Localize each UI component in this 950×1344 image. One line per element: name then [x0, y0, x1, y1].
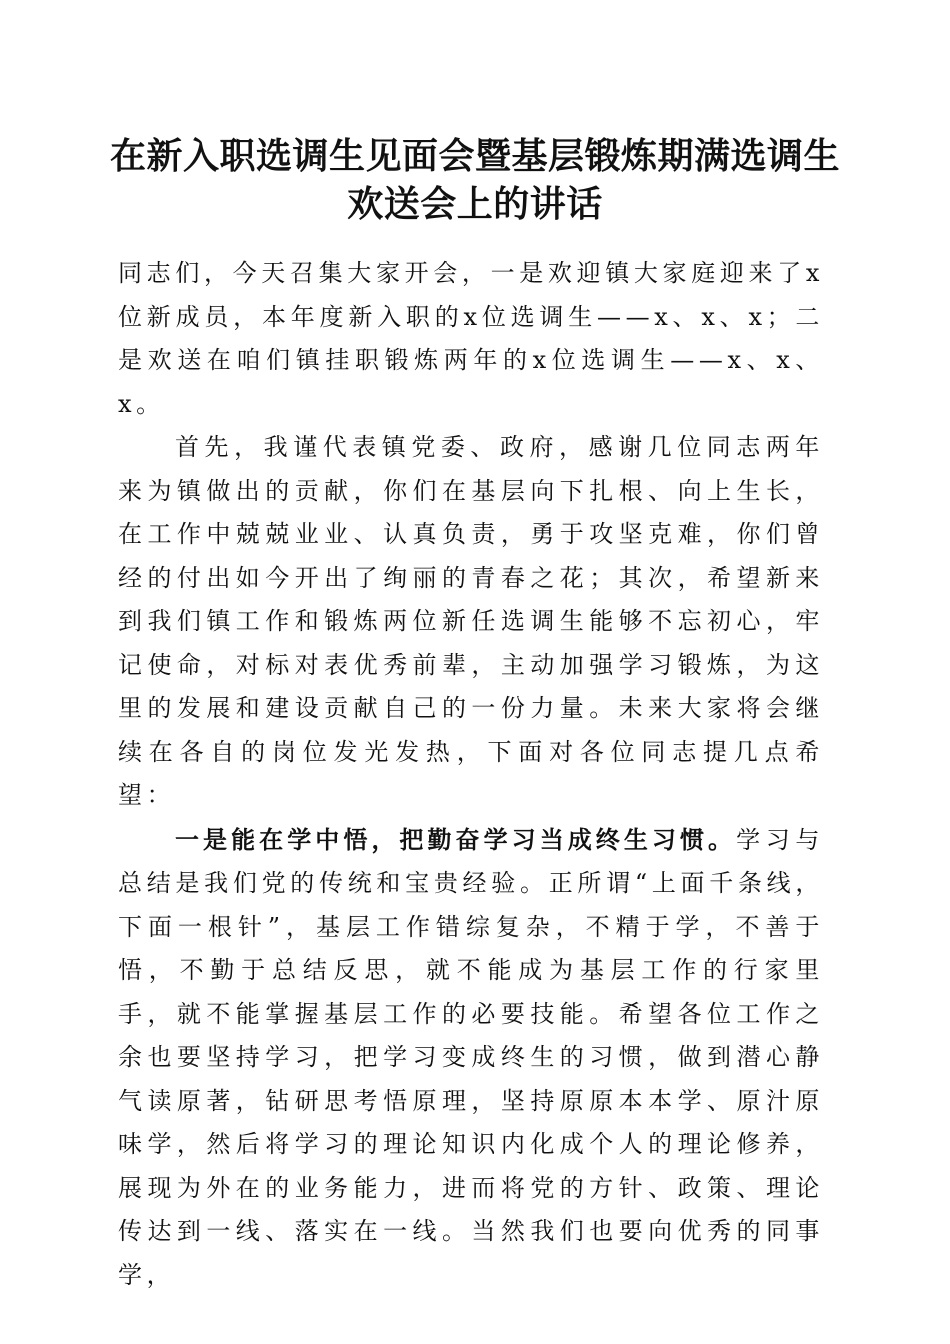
paragraph-text: 首先，我谨代表镇党委、政府，感谢几位同志两年来为镇做出的贡献，你们在基层向下扎根、向上生长，在工作中兢兢业业、认真负责，勇于攻坚克难，你们曾经的付出如今开出了绚丽的青春之花；其次，希望新来到我们镇工作和锻炼两位新任选调生能够不忘初心，牢记使命，对标对表优秀前辈，主动加强学习锻炼，为这里的发展和建设贡献自己的一份力量。未来大家将会继续在各自的岗位发光发热，下面对各位同志提几点希望：	[118, 433, 824, 809]
paragraph-text: 学习与总结是我们党的传统和宝贵经验。正所谓“上面千条线，下面一根针”，基层工作错综复杂，不精于学，不善于悟，不勤于总结反思，就不能成为基层工作的行家里手，就不能掌握基层工作的必要技能。希望各位工作之余也要坚持学习，把学习变成终生的习惯，做到潜心静气读原著，钻研思考悟原理，坚持原原本本学、原汁原味学，然后将学习的理论知识内化成个人的理论修养，展现为外在的业务能力，进而将党的方针、政策、理论传达到一线、落实在一线。当然我们也要向优秀的同事学，	[118, 825, 824, 1289]
paragraph-greeting	[118, 252, 824, 426]
paragraph-lead-heading: 一是能在学中悟，把勤奋学习当成终生习惯。	[175, 824, 737, 854]
title-line-1: 在新入职选调生见面会暨基层锻炼期满选调生	[109, 135, 840, 177]
paragraph-point-one	[118, 818, 824, 1298]
paragraph-thanks	[118, 426, 824, 818]
document-body	[118, 252, 824, 1297]
paragraph-text: 同志们，今天召集大家开会，一是欢迎镇大家庭迎来了x位新成员，本年度新入职的x位选调生——x、x、x；二是欢送在咱们镇挂职锻炼两年的x位选调生——x、x、x。	[118, 259, 824, 418]
title-line-2: 欢送会上的讲话	[347, 183, 603, 225]
document-title	[100, 132, 850, 228]
